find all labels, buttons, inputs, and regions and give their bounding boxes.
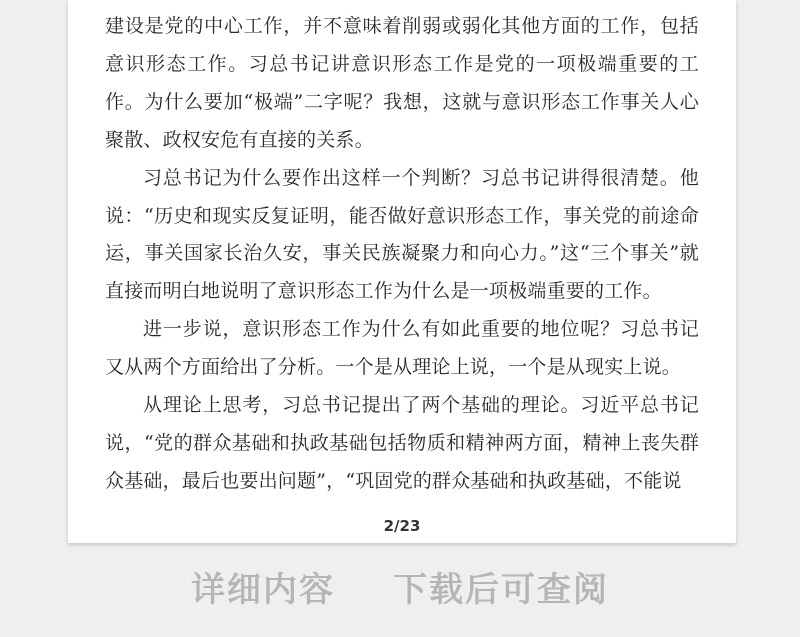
page-number: 2/23: [383, 517, 421, 535]
paragraph-4: 从理论上思考，习总书记提出了两个基础的理论。习近平总书记说，“党的群众基础和执政基础包括物质和精神两方面，精神上丧失群众基础，最后也要出问题”，“巩固党的群众基础和执政基础，不能说: [105, 394, 699, 492]
download-notice: [0, 562, 800, 611]
paragraph-3: 进一步说，意识形态工作为什么有如此重要的地位呢？习总书记又从两个方面给出了分析。一个是从理论上说，一个是从现实上说。: [105, 318, 699, 379]
details-label: 详细内容: [191, 570, 335, 610]
paragraph-1: 建设是党的中心工作，并不意味着削弱或弱化其他方面的工作，包括意识形态工作。习总书记讲意识形态工作是党的一项极端重要的工作。为什么要加“极端”二字呢？我想，这就与意识形态工作事关人心聚散、政权安危有直接的关系。: [105, 15, 699, 151]
paragraph-2: 习总书记为什么要作出这样一个判断？习总书记讲得很清楚。他说：“历史和现实反复证明，能否做好意识形态工作，事关党的前途命运，事关国家长治久安，事关民族凝聚力和向心力。”这“三个事关”就直接而明白地说明了意识形态工作为什么是一项极端重要的工作。: [105, 166, 699, 303]
download-label: 下载后可查阅: [393, 570, 609, 610]
document-body: [105, 8, 699, 501]
document-page: [68, 0, 736, 543]
